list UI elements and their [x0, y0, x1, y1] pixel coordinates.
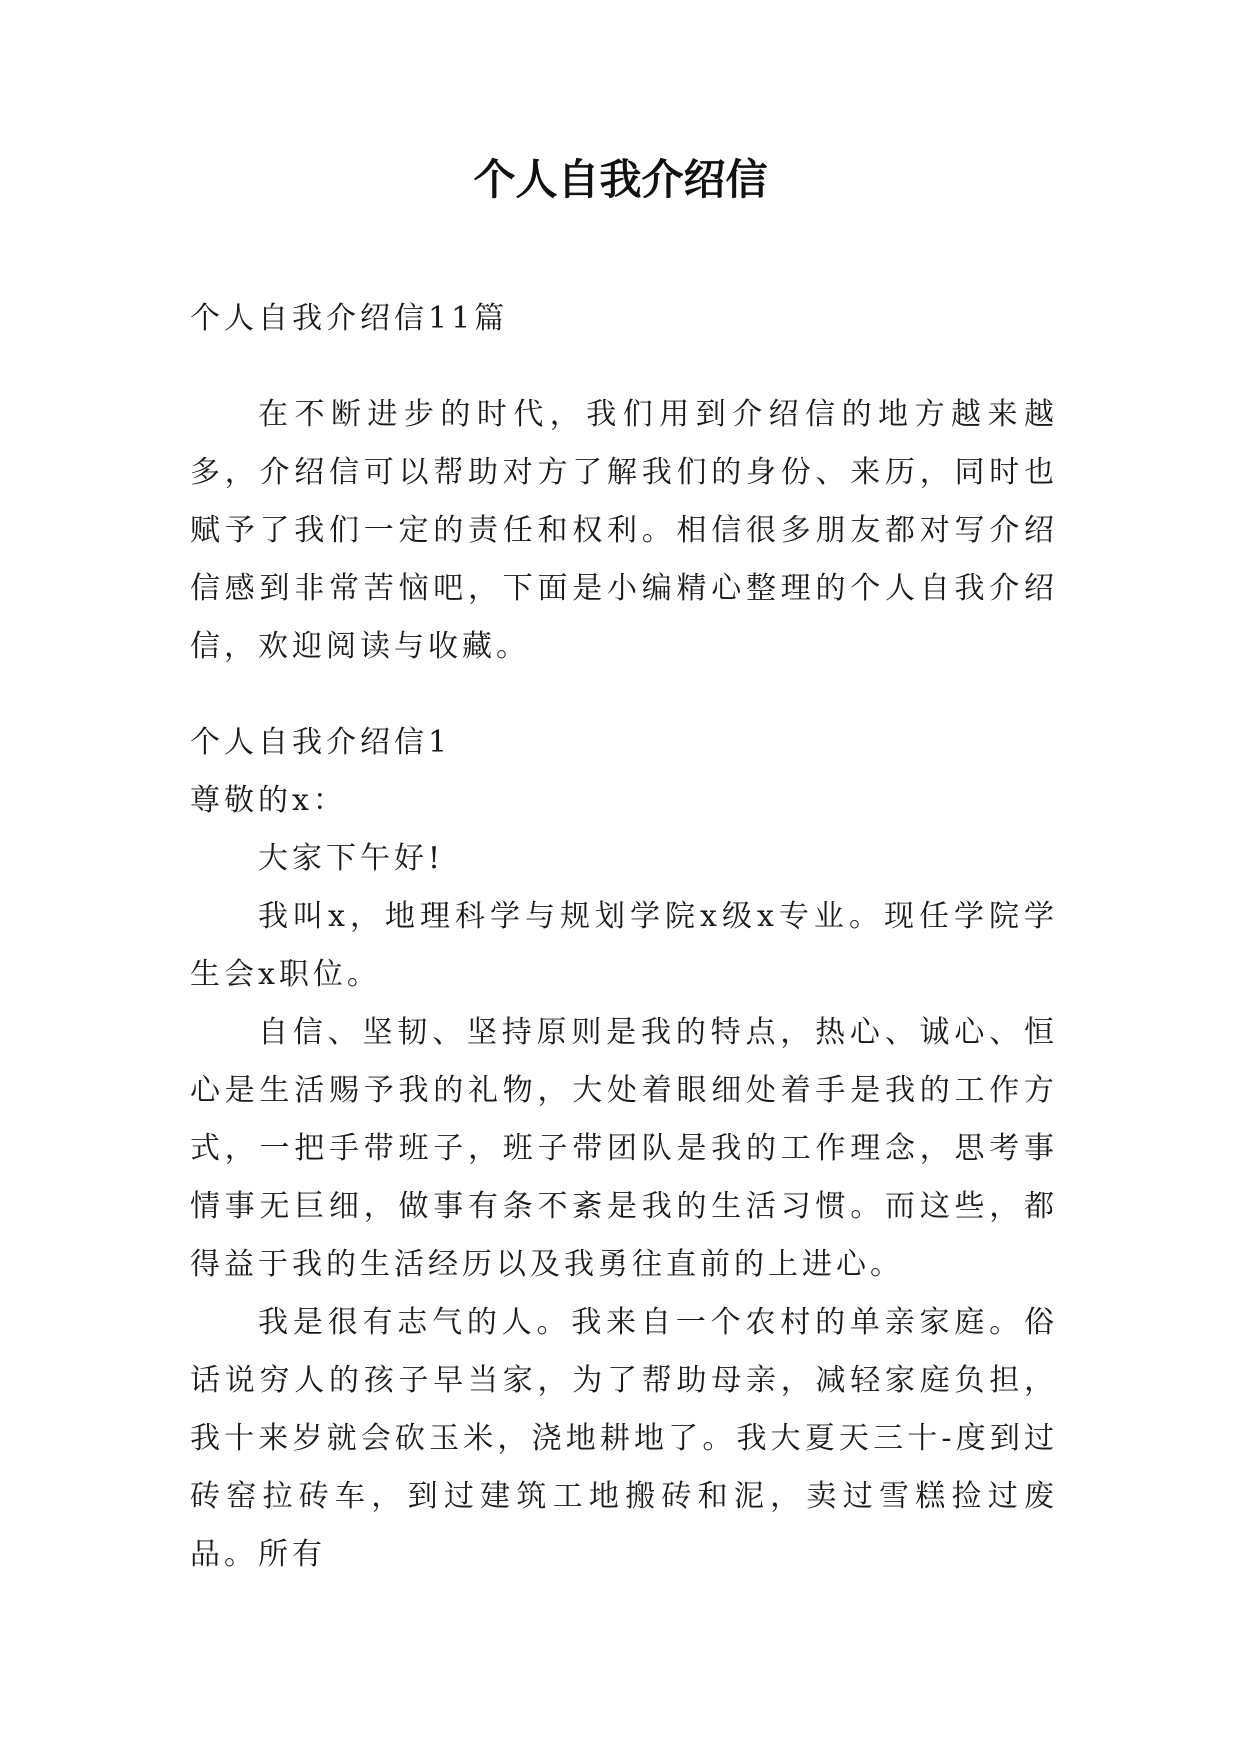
greeting: 大家下午好! — [258, 841, 445, 876]
body-paragraph: 我是很有志气的人。我来自一个农村的单亲家庭。俗话说穷人的孩子早当家，为了帮助母亲，减轻家庭负担，我十来岁就会砍玉米，浇地耕地了。我大夏天三十-度到过砖窑拉砖车，到过建筑工地搬砖和泥，卖过雪糕捡过废品。所有 — [190, 1305, 1058, 1572]
section-heading: 个人自我介绍信1 — [190, 725, 452, 760]
intro-paragraph: 在不断进步的时代，我们用到介绍信的地方越来越多，介绍信可以帮助对方了解我们的身份、来历，同时也赋予了我们一定的责任和权利。相信很多朋友都对写介绍信感到非常苦恼吧，下面是小编精心整理的个人自我介绍信，欢迎阅读与收藏。 — [190, 397, 1058, 664]
document-body — [190, 290, 1058, 1584]
salutation: 尊敬的x： — [190, 783, 347, 818]
document-subtitle: 个人自我介绍信11篇 — [190, 301, 509, 336]
body-paragraph: 自信、坚韧、坚持原则是我的特点，热心、诚心、恒心是生活赐予我的礼物，大处着眼细处着手是我的工作方式，一把手带班子，班子带团队是我的工作理念，思考事情事无巨细，做事有条不紊是我的生活习惯。而这些，都得益于我的生活经历以及我勇往直前的上进心。 — [190, 1015, 1058, 1282]
body-paragraph: 我叫x，地理科学与规划学院x级x专业。现任学院学生会x职位。 — [190, 899, 1058, 992]
document-title: 个人自我介绍信 — [473, 155, 768, 204]
